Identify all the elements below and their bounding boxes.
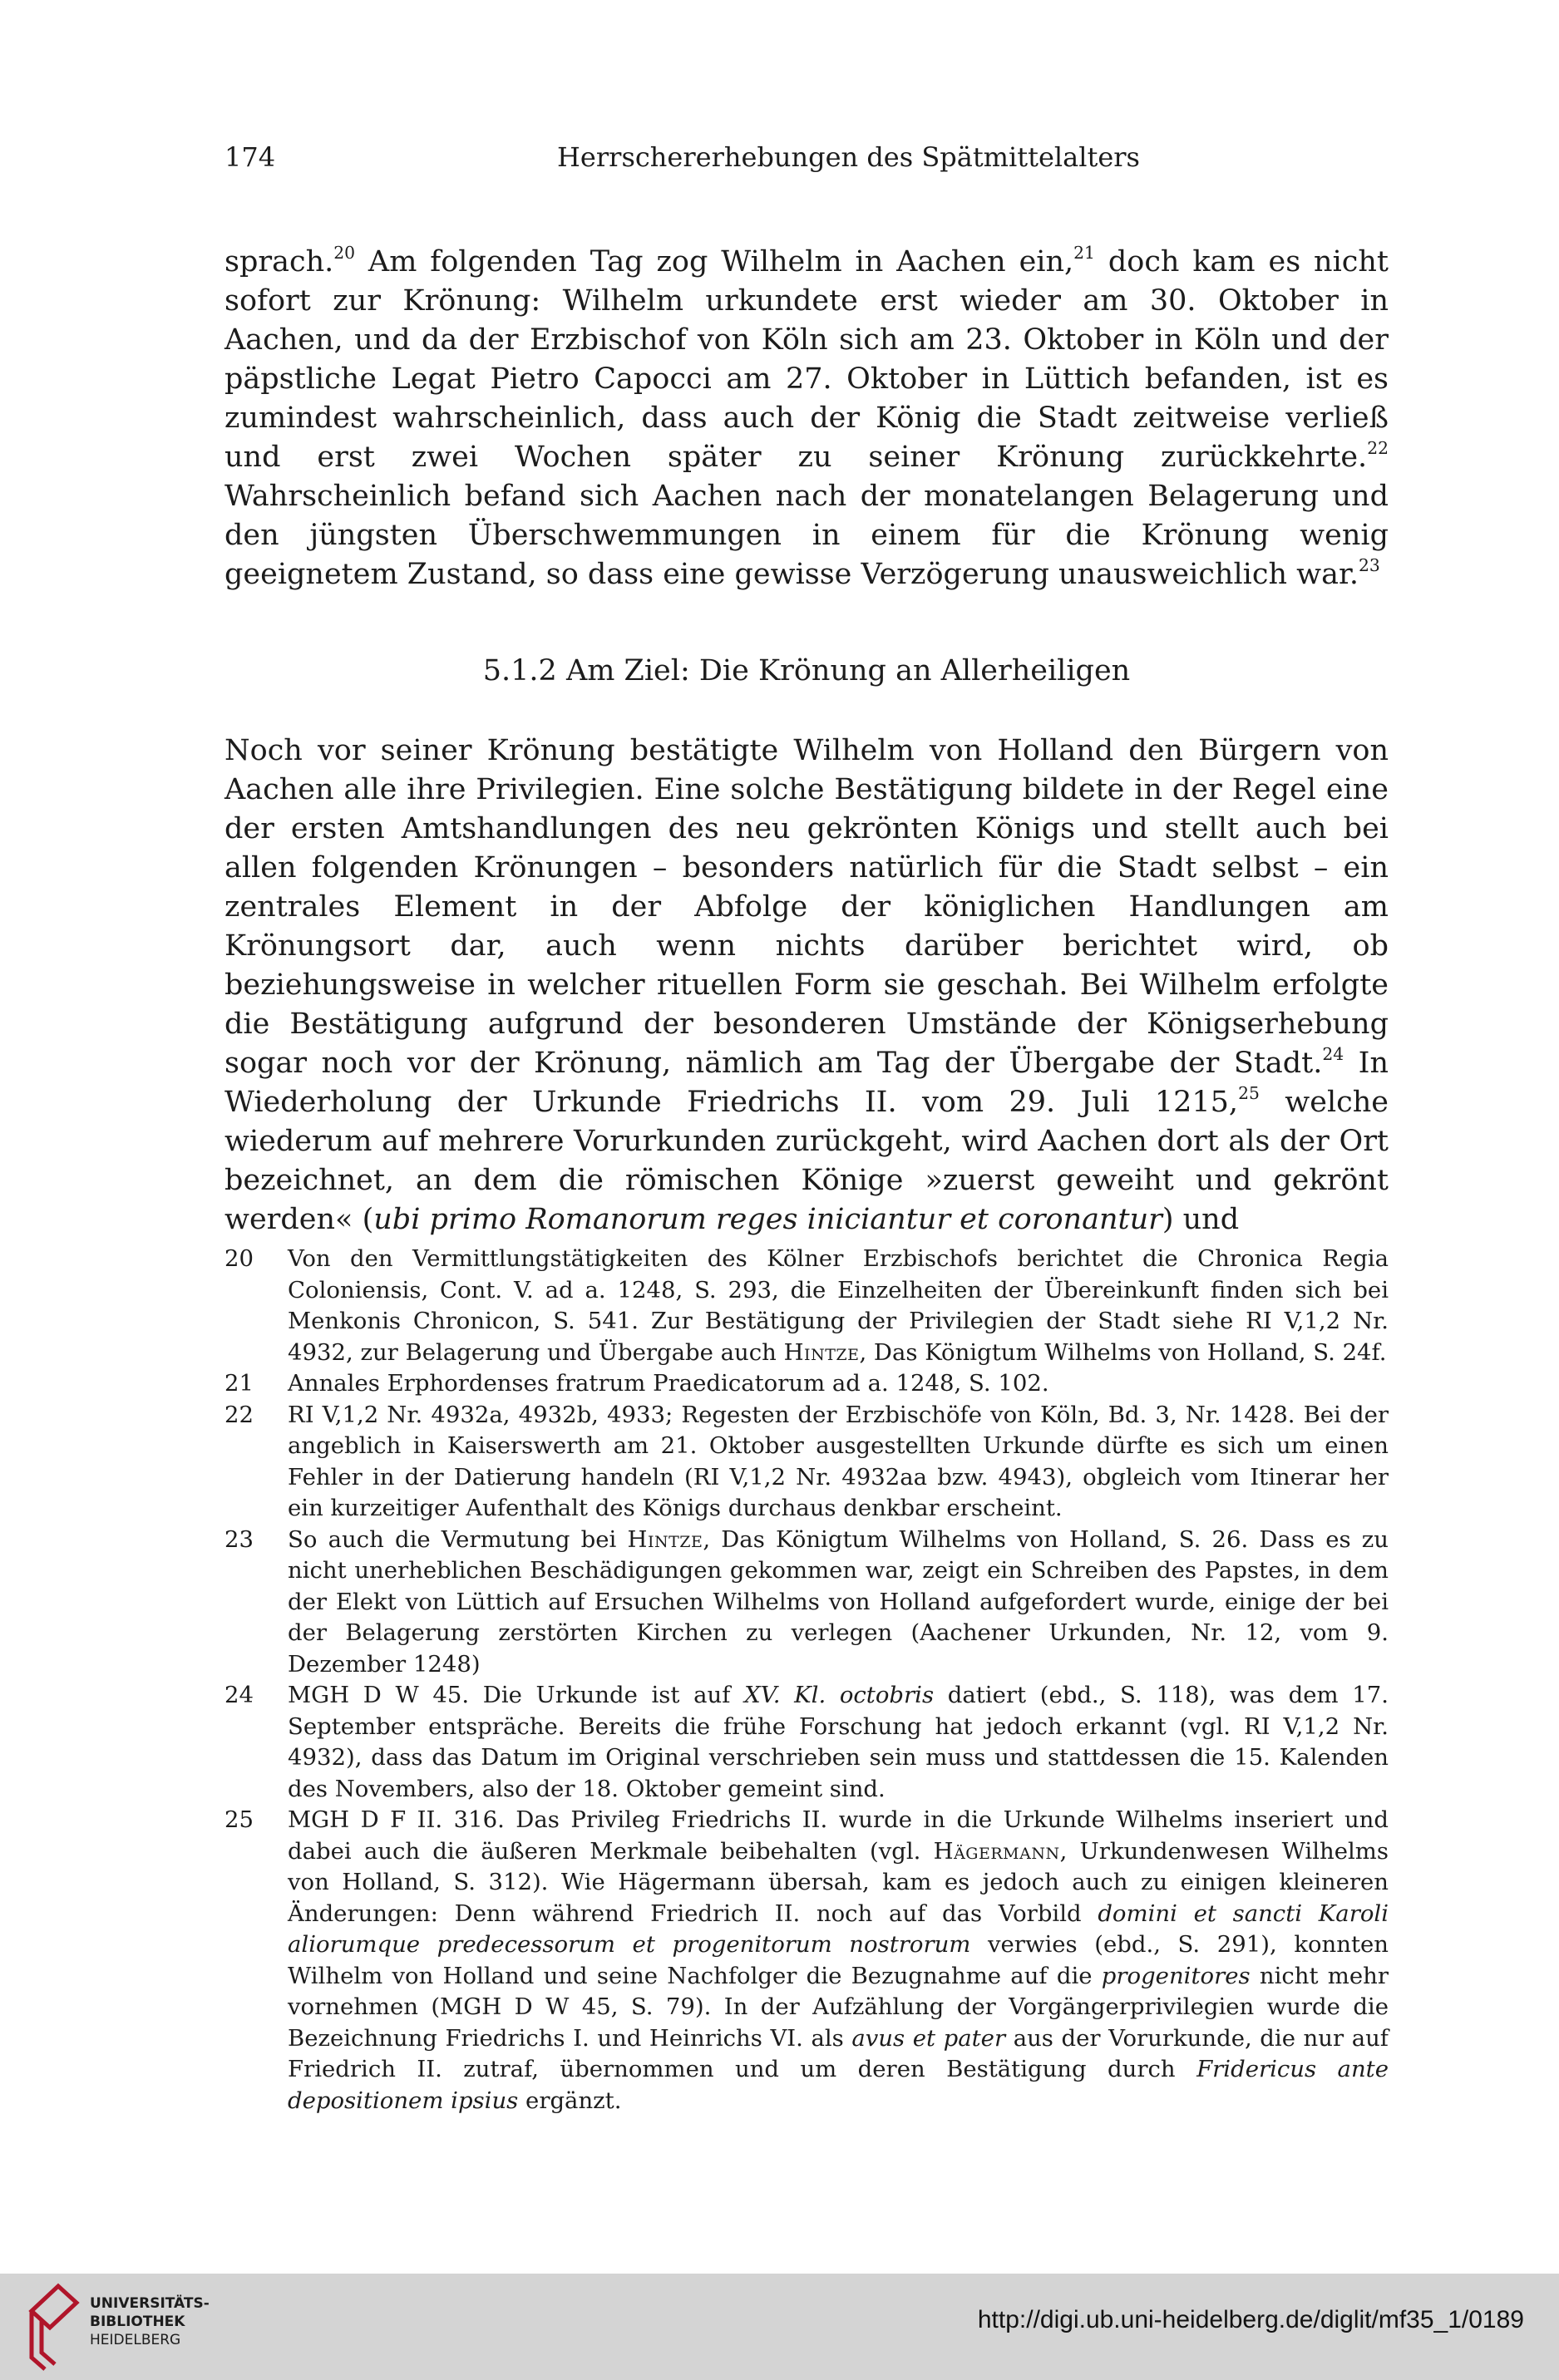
library-logo-icon [25,2278,83,2376]
footnote-20 [224,1244,1389,1368]
logo-line-1: UNIVERSITÄTS- [90,2295,210,2312]
text-run: Am folgenden Tag zog Wilhelm in Aachen ein, [355,245,1074,278]
section-heading: 5.1.2 Am Ziel: Die Krönung an Allerheiligen [482,654,1131,687]
text-run: ) und [1162,1203,1240,1236]
footnote-number: 25 [224,1806,254,1833]
text-run: sprach. [224,245,334,278]
footnote-number: 20 [224,1245,254,1272]
text-run: Wahrscheinlich befand sich Aachen nach der monatelangen Belagerung und den jüngsten Überschwemmungen in einem für die Krönung wenig geeignetem Zustand, so dass eine gewisse Verzögerung unausweichlich war. [224,480,1389,591]
page-header [224,141,1389,183]
footnote-text: So auch die Vermutung bei Hintze, Das Königtum Wilhelms von Holland, S. 26. Dass es zu nicht unerheblichen Beschädigungen gekommen war, zeigt ein Schreiben des Papstes, in dem der Elekt von Lüttich auf Ersuchen Wilhelms von Holland aufgefordert wurde, einige der bei der Belagerung zerstörten Kirchen zu verlegen (Aachener Urkunden, Nr. 12, vom 9. Dezember 1248) [288,1525,1389,1678]
source-url-link[interactable]: http://digi.ub.uni-heidelberg.de/diglit/mf35_1/0189 [977,2306,1524,2333]
footnote-number: 21 [224,1370,254,1397]
text-run: In Wiederholung der Urkunde Friedrichs II. vom 29. Juli 1215, [224,1047,1389,1119]
footnote-text: Von den Vermittlungstätigkeiten des Kölner Erzbischofs berichtet die Chronica Regia Coloniensis, Cont. V. ad a. 1248, S. 293, die Einzelheiten der Übereinkunft finden sich bei Menkonis Chronicon, S. 541. Zur Bestätigung der Privilegien der Stadt siehe RI V,1,2 Nr. 4932, zur Belagerung und Übergabe auch Hintze, Das Königtum Wilhelms von Holland, S. 24f. [288,1245,1389,1366]
logo-line-3: HEIDELBERG [90,2332,181,2348]
footnotes [224,1244,1389,2116]
latin-quote: ubi primo Romanorum reges iniciantur et coronantur [373,1203,1162,1236]
page-number: 174 [224,141,276,173]
footnote-text: Annales Erphordenses fratrum Praedicatorum ad a. 1248, S. 102. [288,1370,1049,1397]
footnote-ref-20[interactable]: 20 [333,242,356,263]
text-run: welche wiederum auf mehrere Vorurkunden zurückgeht, wird Aachen dort als der Ort bezeichnet, an dem die römischen Könige »zuerst geweiht und gekrönt werden« ( [224,1086,1389,1236]
library-logo-text [90,2294,210,2349]
body-paragraph-1 [224,243,1389,594]
footnote-24 [224,1680,1389,1805]
footnote-ref-25[interactable]: 25 [1238,1082,1260,1103]
footnote-text: MGH D F II. 316. Das Privileg Friedrichs II. wurde in die Urkunde Wilhelms inseriert und dabei auch die äußeren Merkmale beibehalten (vgl. Hägermann, Urkundenwesen Wilhelms von Holland, S. 312). Wie Hägermann übersah, kam es jedoch auch zu einigen kleineren Änderungen: Denn während Friedrich II. noch auf das Vorbild domini et sancti Karoli aliorumque predecessorum et progenitorum nostrorum verwies (ebd., S. 291), konnten Wilhelm von Holland und seine Nachfolger die Bezugnahme auf die progenitores nicht mehr vornehmen (MGH D W 45, S. 79). In der Aufzählung der Vorgängerprivilegien wurde die Bezeichnung Friedrichs I. und Heinrichs VI. als avus et pater aus der Vorurkunde, die nur auf Friedrich II. zutraf, übernommen und um deren Bestätigung durch Fridericus ante depositionem ipsius ergänzt. [288,1806,1389,2114]
footnote-21 [224,1368,1389,1400]
footnote-23 [224,1525,1389,1681]
logo-line-2: BIBLIOTHEK [90,2313,185,2330]
footnote-text: MGH D W 45. Die Urkunde ist auf XV. Kl. octobris datiert (ebd., S. 118), was dem 17. September entspräche. Bereits die frühe Forschung hat jedoch erkannt (vgl. RI V,1,2 Nr. 4932), dass das Datum im Original verschrieben sein muss und stattdessen die 15. Kalenden des Novembers, also der 18. Oktober gemeint sind. [288,1682,1389,1802]
footnote-ref-24[interactable]: 24 [1322,1043,1344,1064]
footnote-22 [224,1400,1389,1525]
footnote-ref-22[interactable]: 22 [1367,437,1389,458]
text-run: Noch vor seiner Krönung bestätigte Wilhelm von Holland den Bürgern von Aachen alle ihre Privilegien. Eine solche Bestätigung bildete in der Regel eine der ersten Amtshandlungen des neu gekrönten Königs und stellt auch bei allen folgenden Krönungen – besonders natürlich für die Stadt selbst – ein zentrales Element in der Abfolge der königlichen Handlungen am Krönungsort dar, auch wenn nichts darüber berichtet wird, ob beziehungsweise in welcher rituellen Form sie geschah. Bei Wilhelm erfolgte die Bestätigung aufgrund der besonderen Umstände der Königserhebung sogar noch vor der Krönung, nämlich am Tag der Übergabe der Stadt. [224,734,1389,1080]
footnote-number: 23 [224,1525,254,1553]
footnote-text: RI V,1,2 Nr. 4932a, 4932b, 4933; Regesten der Erzbischöfe von Köln, Bd. 3, Nr. 1428. Bei der angeblich in Kaiserswerth am 21. Oktober ausgestellten Urkunde dürfte es sich um einen Fehler in der Datierung handeln (RI V,1,2 Nr. 4932aa bzw. 4943), obgleich vom Itinerar her ein kurzeitiger Aufenthalt des Königs durchaus denkbar erscheint. [288,1401,1389,1521]
footnote-ref-21[interactable]: 21 [1073,242,1095,263]
body-paragraph-2 [224,732,1389,1239]
footnote-ref-23[interactable]: 23 [1358,554,1380,575]
text-run: doch kam es nicht sofort zur Krönung: Wilhelm urkundete erst wieder am 30. Oktober in Aachen, und da der Erzbischof von Köln sich am 23. Oktober in Köln und der päpstliche Legat Pietro Capocci am 27. Oktober in Lüttich befanden, ist es zumindest wahrscheinlich, dass auch der König die Stadt zeitweise verließ und erst zwei Wochen später zu seiner Krönung zurückkehrte. [224,245,1389,474]
footnote-number: 24 [224,1682,254,1708]
footnote-25 [224,1805,1389,2116]
footnote-number: 22 [224,1401,254,1428]
running-title: Herrschererhebungen des Spätmittelalters [557,141,1140,173]
